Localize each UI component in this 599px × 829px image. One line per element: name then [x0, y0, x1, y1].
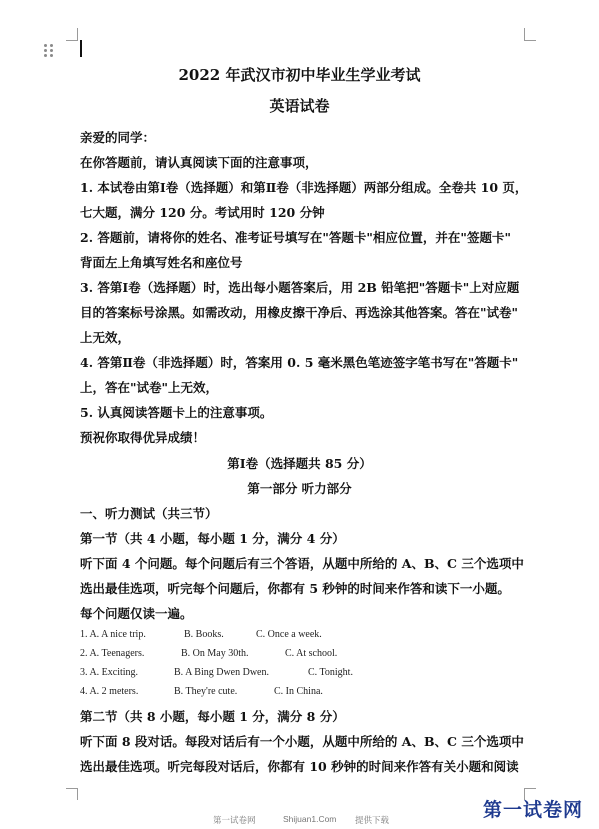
note-1-line-1: 1. 本试卷由第Ⅰ卷（选择题）和第Ⅱ卷（非选择题）两部分组成。全卷共 10 页，	[80, 180, 528, 195]
subsection-1-instructions-2: 选出最佳选项，听完每个问题后，你都有 5 秒钟的时间来作答和读下一小题。	[80, 581, 510, 596]
document-title: 2022 年武汉市初中毕业生学业考试	[178, 66, 421, 84]
crop-mark-top-right-v	[524, 28, 525, 40]
subsection-1-instructions-1: 听下面 4 个问题。每个问题后有三个答语，从题中所给的 A、B、C 三个选项中	[80, 556, 524, 571]
wish-line: 预祝你取得优异成绩！	[80, 430, 206, 445]
note-4-line-2: 上，答在"试卷"上无效，	[80, 380, 219, 395]
option-a: 2. A. Teenagers.	[80, 648, 145, 659]
note-2-line-2: 背面左上角填写姓名和座位号	[80, 255, 243, 270]
greeting: 亲爱的同学：	[80, 130, 156, 145]
note-3-line-1: 3. 答第Ⅰ卷（选择题）时，选出每小题答案后，用 2B 铅笔把"答题卡"上对应题	[80, 280, 520, 295]
option-b: B. A Bing Dwen Dwen.	[174, 667, 269, 678]
footer-site-name: 第一试卷网	[213, 815, 256, 825]
note-3-line-3: 上无效，	[80, 330, 131, 345]
crop-mark-bottom-left-v	[77, 788, 78, 800]
option-b: B. Books.	[184, 629, 224, 640]
option-a: 4. A. 2 meters.	[80, 686, 139, 697]
option-a: 1. A. A nice trip.	[80, 629, 146, 640]
volume-1-heading: 第Ⅰ卷（选择题共 85 分）	[227, 456, 372, 471]
option-c: C. In China.	[274, 686, 323, 697]
note-5: 5. 认真阅读答题卡上的注意事项。	[80, 405, 273, 420]
site-logo[interactable]: 第一试卷网	[483, 799, 584, 821]
footer-site-url[interactable]: Shijuan1.Com	[283, 814, 337, 824]
option-c: C. Once a week.	[256, 629, 322, 640]
option-b: B. On May 30th.	[181, 648, 249, 659]
crop-mark-top-right	[524, 40, 536, 41]
option-c: C. At school.	[285, 648, 338, 659]
note-4-line-1: 4. 答第Ⅱ卷（非选择题）时，答案用 0. 5 毫米黑色笔迹签字笔书写在"答题卡"	[80, 355, 519, 370]
intro-line: 在你答题前，请认真阅读下面的注意事项，	[80, 155, 318, 170]
drag-handle-icon[interactable]	[44, 44, 54, 58]
footer-download-text: 提供下载	[355, 815, 390, 825]
note-2-line-1: 2. 答题前，请将你的姓名、准考证号填写在"答题卡"相应位置，并在"签题卡"	[80, 230, 511, 245]
subsection-1-instructions-3: 每个问题仅读一遍。	[80, 606, 193, 621]
option-b: B. They're cute.	[174, 686, 238, 697]
crop-mark-bottom-right	[524, 788, 536, 789]
note-1-line-2: 七大题，满分 120 分。考试用时 120 分钟	[80, 205, 325, 220]
subsection-2-instructions-2: 选出最佳选项。听完每段对话后，你都有 10 秒钟的时间来作答有关小题和阅读	[80, 759, 519, 774]
crop-mark-top-left-v	[77, 28, 78, 40]
crop-mark-top-left	[66, 40, 78, 41]
subsection-1-heading: 第一节（共 4 小题，每小题 1 分，满分 4 分）	[80, 531, 345, 546]
option-a: 3. A. Exciting.	[80, 667, 139, 678]
document-subtitle: 英语试卷	[269, 97, 330, 115]
section-heading: 一、听力测试（共三节）	[80, 506, 218, 521]
subsection-2-heading: 第二节（共 8 小题，每小题 1 分，满分 8 分）	[80, 709, 345, 724]
option-c: C. Tonight.	[308, 667, 353, 678]
part-1-heading: 第一部分 听力部分	[247, 481, 352, 496]
subsection-2-instructions-1: 听下面 8 段对话。每段对话后有一个小题，从题中所给的 A、B、C 三个选项中	[80, 734, 524, 749]
note-3-line-2: 目的答案标号涂黑。如需改动，用橡皮擦干净后、再选涂其他答案。答在"试卷"	[80, 305, 519, 320]
text-cursor	[80, 40, 82, 57]
